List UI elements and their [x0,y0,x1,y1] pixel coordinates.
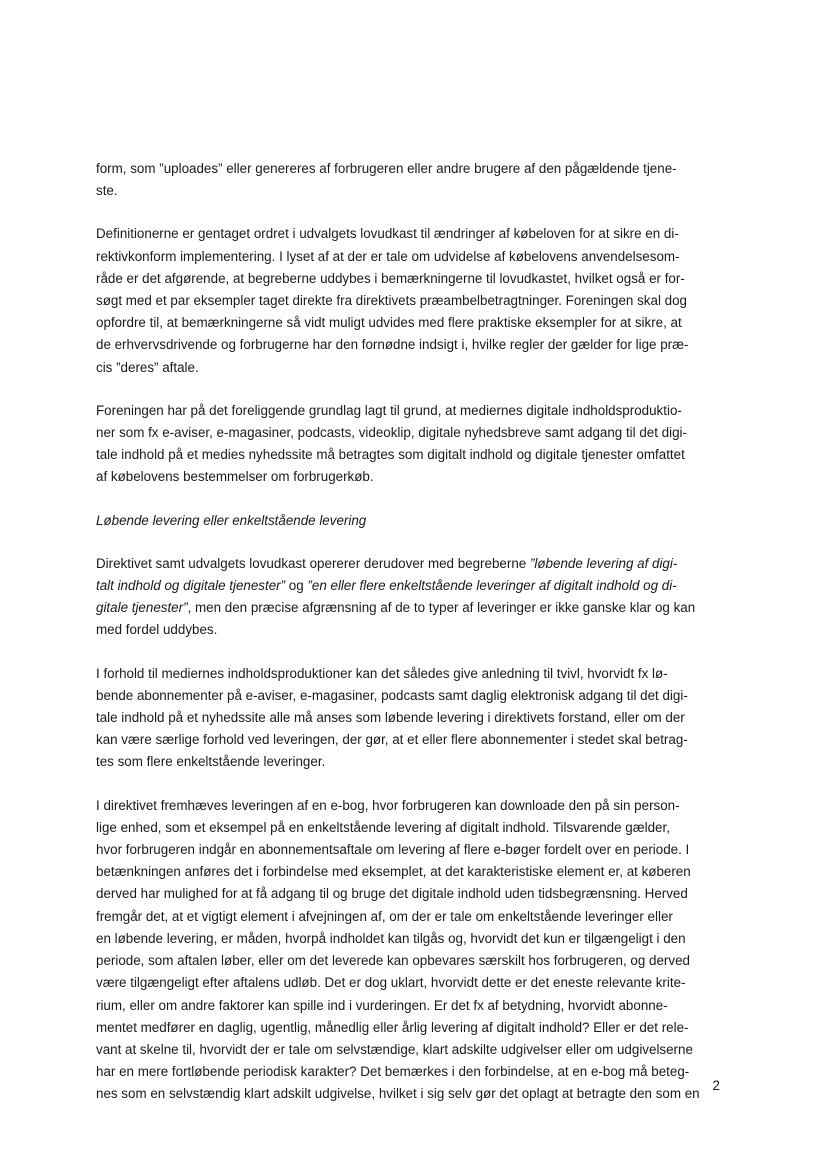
text-segment: råde er det afgørende, at begreberne uddybes i bemærkningerne til lovudkastet, hvilket også er for- [96,270,685,286]
text-segment: , men den præcise afgrænsning af de to typer af leveringer er ikke ganske klar og kan [187,600,696,616]
text-segment: de erhvervsdrivende og forbrugerne har den fornødne indsigt i, hvilke regler der gælder for lige præ- [96,337,689,353]
paragraph [96,663,736,774]
paragraph-spacer [96,642,736,663]
text-segment: bende abonnementer på e-aviser, e-magasiner, podcasts samt daglig elektronisk adgang til det digi- [96,687,688,703]
text-line [96,928,736,950]
paragraph-spacer [96,532,736,553]
text-line [96,861,736,883]
section-heading [96,510,736,532]
paragraph-spacer [96,774,736,795]
text-segment: ste. [96,183,118,199]
text-line [96,1017,736,1039]
text-line [96,444,736,466]
italic-text: Løbende levering eller enkeltstående levering [96,512,367,528]
text-segment: opfordre til, at bemærkningerne så vidt muligt udvides med flere praktiske eksempler for at sikre, at [96,315,682,331]
italic-text: talt indhold og digitale tjenester” [96,578,286,594]
text-segment: tes som flere enkeltstående leveringer. [96,754,326,770]
text-line [96,268,736,290]
text-line [96,466,736,488]
text-line [96,357,736,379]
italic-text: ”løbende levering af digi- [529,555,678,571]
text-line [96,619,736,641]
text-segment: form, som ”uploades” eller genereres af forbrugeren eller andre brugere af den pågældende tjene- [96,161,677,176]
text-line [96,553,736,575]
text-line [96,400,736,422]
text-segment: lige enhed, som et eksempel på en enkeltstående levering af digitalt indhold. Tilsvarende gælder, [96,819,670,835]
text-segment: af købelovens bestemmelser om forbrugerkøb. [96,469,374,485]
text-segment: nes som en selvstændig klart adskilt udgivelse, hvilket i sig selv gør det oplagt at betragte den som en [96,1086,700,1102]
paragraph [96,553,736,642]
text-segment: og [285,578,308,594]
paragraph-spacer [96,489,736,510]
italic-text: gitale tjenester” [96,600,188,616]
text-line [96,290,736,312]
text-segment: I direktivet fremhæves leveringen af en e-bog, hvor forbrugeren kan downloade den på sin person- [96,797,680,813]
text-line [96,707,736,729]
text-line [96,883,736,905]
paragraph [96,795,736,1106]
text-line [96,223,736,245]
text-segment: en løbende levering, er måden, hvorpå indholdet kan tilgås og, hvorvidt det kun er tilgængeligt i den [96,930,686,946]
text-segment: har en mere fortløbende periodisk karakter? Det bemærkes i den forbindelse, at en e-bog må beteg- [96,1064,690,1080]
text-segment: Foreningen har på det foreliggende grundlag lagt til grund, at mediernes digitale indholdsproduktio- [96,402,682,418]
text-line [96,817,736,839]
text-line [96,950,736,972]
text-line [96,575,736,597]
text-segment: cis ”deres” aftale. [96,359,199,375]
text-line [96,839,736,861]
text-segment: rektivkonform implementering. I lyset af at der er tale om udvidelse af købelovens anvendelsesom- [96,248,680,264]
text-line [96,1061,736,1083]
text-line [96,597,736,619]
paragraph [96,223,736,378]
text-line [96,180,736,202]
paragraph [96,400,736,489]
italic-text: ”en eller flere enkeltstående leveringer af digitalt indhold og di- [307,578,677,594]
text-segment: derved har mulighed for at få adgang til og bruge det digitale indhold uden tidsbegrænsning. Herved [96,886,688,902]
text-segment: kan være særlige forhold ved leveringen, der gør, at et eller flere abonnementer i stedet skal betrag- [96,732,688,748]
text-line [96,312,736,334]
text-line [96,972,736,994]
text-segment: periode, som aftalen løber, eller om det leverede kan opbevares særskilt hos forbrugeren, og derved [96,953,690,969]
text-line [96,1039,736,1061]
text-segment: vant at skelne til, hvorvidt der er tale om selvstændige, klart adskilte udgivelser eller om udgivelserne [96,1041,693,1057]
text-line [96,158,736,180]
text-segment: søgt med et par eksempler taget direkte fra direktivets præambelbetragtninger. Foreningen skal dog [96,293,687,309]
text-segment: ner som fx e-aviser, e-magasiner, podcasts, videoklip, digitale nyhedsbreve samt adgang til det digi- [96,425,687,441]
text-segment: I forhold til mediernes indholdsproduktioner kan det således give anledning til tvivl, hvorvidt fx lø- [96,665,668,681]
text-line [96,995,736,1017]
text-line [96,729,736,751]
text-segment: tale indhold på et nyhedssite alle må anses som løbende levering i direktivets forstand, eller om der [96,710,685,726]
text-line [96,246,736,268]
text-segment: Definitionerne er gentaget ordret i udvalgets lovudkast til ændringer af købeloven for at sikre en di- [96,226,679,242]
text-segment: fremgår det, at et vigtigt element i afvejningen af, om der er tale om enkeltstående leveringer eller [96,908,673,924]
text-line [96,751,736,773]
text-line [96,795,736,817]
paragraph-spacer [96,202,736,223]
text-line [96,334,736,356]
paragraph-spacer [96,379,736,400]
text-segment: hvor forbrugeren indgår en abonnementsaftale om levering af flere e-bøger fordelt over en periode. I [96,842,690,858]
text-segment: med fordel uddybes. [96,622,218,638]
text-segment: mentet medfører en daglig, ugentlig, månedlig eller årlig levering af digitalt indhold? Eller er det rele- [96,1019,689,1035]
paragraph [96,158,736,202]
text-line [96,906,736,928]
text-line [96,510,736,532]
text-line [96,422,736,444]
document-body [96,158,736,1106]
text-line [96,1083,736,1105]
text-segment: være tilgængeligt efter aftalens udløb. Det er dog uklart, hvorvidt dette er det eneste relevante krite- [96,975,686,991]
text-segment: rium, eller om andre faktorer kan spille ind i vurderingen. Er det fx af betydning, hvorvidt abonne- [96,997,668,1013]
text-line [96,685,736,707]
text-line [96,663,736,685]
text-segment: tale indhold på et medies nyhedssite må betragtes som digitalt indhold og digitale tjenester omfattet [96,447,685,463]
text-segment: betænkningen anføres det i forbindelse med eksemplet, at det karakteristiske element er, at køberen [96,864,691,880]
page-number: 2 [712,1078,720,1093]
text-segment: Direktivet samt udvalgets lovudkast opererer derudover med begreberne [96,555,530,571]
